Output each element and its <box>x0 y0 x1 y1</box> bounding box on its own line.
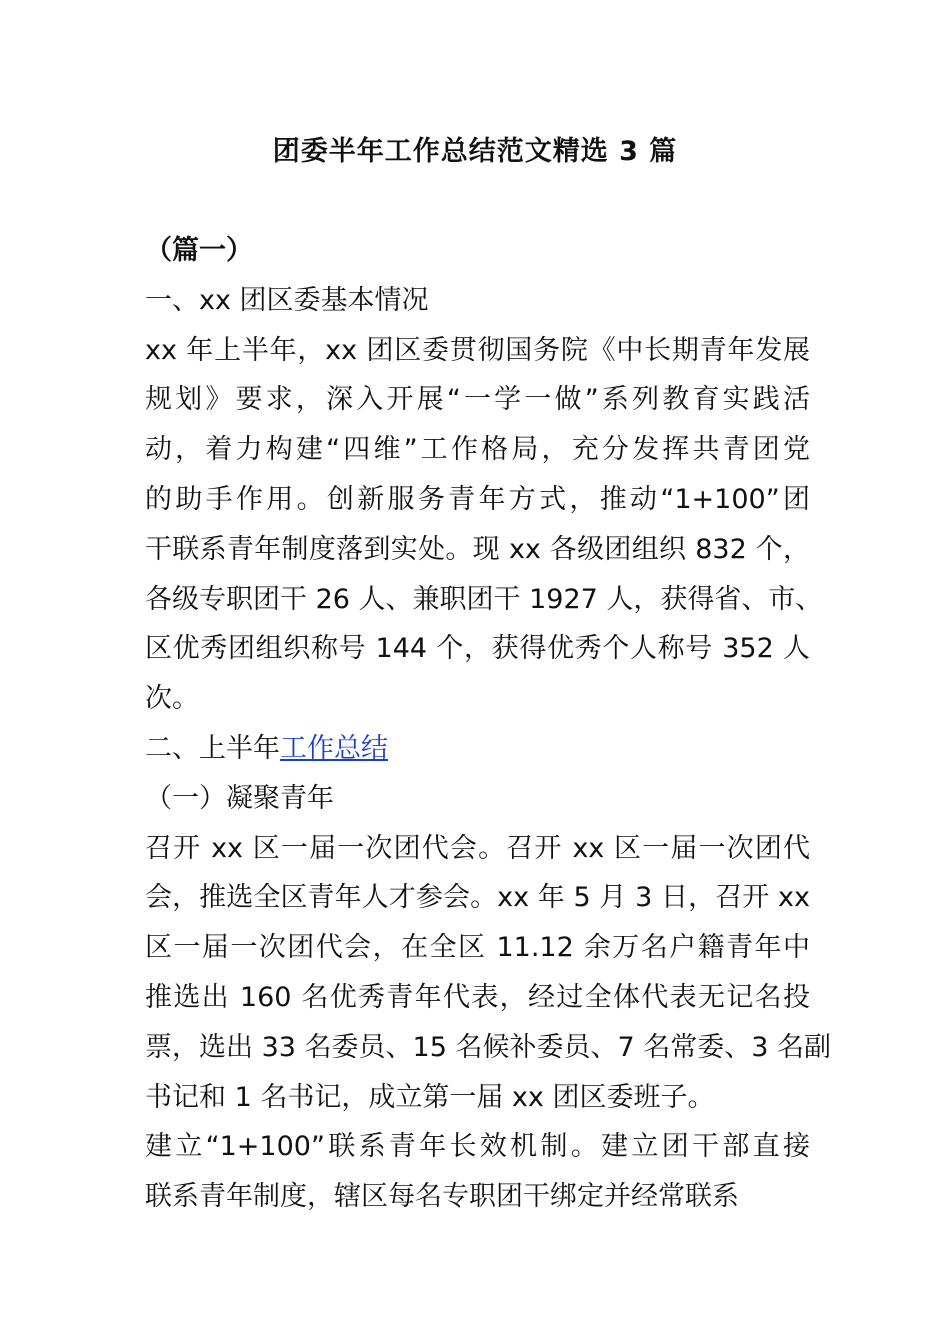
work-summary-link[interactable]: 工作总结 <box>280 732 388 764</box>
document-body <box>145 226 831 1222</box>
paragraph-line: xx 年上半年，xx 团区委贯彻国务院《中长期青年发展 <box>145 334 810 366</box>
paragraph-line: 建立“1+100”联系青年长效机制。建立团干部直接 <box>145 1131 810 1163</box>
paragraph-congress <box>145 824 831 1123</box>
paragraph-line: 会，推选全区青年人才参会。xx 年 5 月 3 日，召开 xx <box>145 882 810 914</box>
subsection-heading-unite-youth: （一）凝聚青年 <box>145 782 334 814</box>
paragraph-line: 动，着力构建“四维”工作格局，充分发挥共青团党 <box>145 434 810 466</box>
paragraph-line: 联系青年制度，辖区每名专职团干绑定并经常联系 <box>145 1181 739 1213</box>
paragraph-line: 推选出 160 名优秀青年代表，经过全体代表无记名投 <box>145 981 810 1013</box>
paragraph-line: 次。 <box>145 683 199 715</box>
section-heading-summary <box>145 724 810 774</box>
part-label: （篇一） <box>145 235 253 266</box>
section-heading-prefix: 二、上半年 <box>145 732 280 764</box>
paragraph-line: 召开 xx 区一届一次团代会。召开 xx 区一届一次团代 <box>145 832 810 864</box>
paragraph-line: 区一届一次团代会，在全区 11.12 余万名户籍青年中 <box>145 932 810 964</box>
paragraph-line: 书记和 1 名书记，成立第一届 xx 团区委班子。 <box>145 1081 715 1113</box>
section-heading-basic-info: 一、xx 团区委基本情况 <box>145 284 429 316</box>
paragraph-basic-info <box>145 326 823 724</box>
paragraph-line: 干联系青年制度落到实处。现 xx 各级团组织 832 个， <box>145 533 810 565</box>
paragraph-line: 规划》要求，深入开展“一学一做”系列教育实践活 <box>145 384 810 416</box>
document-title: 团委半年工作总结范文精选 3 篇 <box>272 136 678 167</box>
paragraph-line: 票，选出 33 名委员、15 名候补委员、7 名常委、3 名副 <box>145 1031 831 1063</box>
paragraph-liaison-mechanism <box>145 1122 810 1222</box>
paragraph-line: 的助手作用。创新服务青年方式，推动“1+100”团 <box>145 483 810 515</box>
paragraph-line: 区优秀团组织称号 144 个，获得优秀个人称号 352 人 <box>145 633 810 665</box>
paragraph-line: 各级专职团干 26 人、兼职团干 1927 人，获得省、市、 <box>145 583 823 615</box>
